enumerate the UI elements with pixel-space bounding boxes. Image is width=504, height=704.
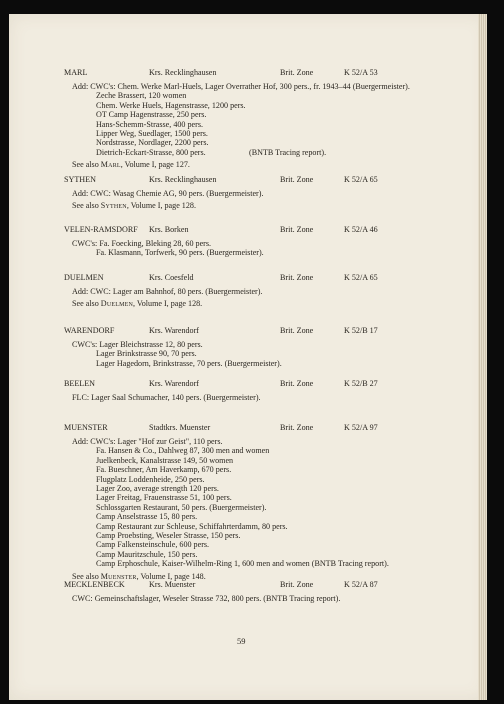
entry-town: DUELMEN xyxy=(64,273,104,282)
page-edge xyxy=(478,14,487,700)
entry-line: Camp Erphoschule, Kaiser-Wilhelm-Ring 1, 600 men and women (BNTB Tracing report). xyxy=(96,559,389,569)
entry-town: MUENSTER xyxy=(64,423,108,432)
see-also-name: Duelmen xyxy=(100,299,134,309)
entry-ref: K 52/B 27 xyxy=(344,379,378,388)
see-also-name: Muenster xyxy=(100,571,137,581)
entry-line: Camp Restaurant zur Schleuse, Schiffahrterdamm, 80 pers. xyxy=(96,521,288,531)
entry-town: WARENDORF xyxy=(64,326,115,335)
see-also-prefix: See also xyxy=(72,571,99,581)
see-also xyxy=(72,160,190,170)
entry-line: Lager Hagedorn, Brinkstrasse, 70 pers. (Buergermeister). xyxy=(96,358,282,368)
see-also-prefix: See also xyxy=(72,160,99,170)
entry-zone: Brit. Zone xyxy=(280,379,314,388)
entry-line: Fa. Bueschner, Am Haverkamp, 670 pers. xyxy=(96,465,232,475)
entry-district: Krs. Warendorf xyxy=(149,326,199,335)
entry-town: MARL xyxy=(64,68,88,77)
entry-line: Add: CWC's: Lager "Hof zur Geist", 110 pers. xyxy=(72,437,223,446)
entry-town: MECKLENBECK xyxy=(64,580,125,589)
entry-line: Juelkenbeck, Kanalstrasse 149, 50 women xyxy=(96,455,234,465)
see-also-name: Marl xyxy=(100,160,121,170)
entry-line: OT Camp Hagenstrasse, 250 pers. xyxy=(96,110,207,120)
entry-zone: Brit. Zone xyxy=(280,273,314,282)
entry-line: Add: CWC: Lager am Bahnhof, 80 pers. (Buergermeister). xyxy=(72,287,263,296)
entry-line: Camp Mauritzschule, 150 pers. xyxy=(96,549,198,559)
entry-district: Krs. Recklinghausen xyxy=(149,68,217,77)
entry-ref: K 52/B 17 xyxy=(344,326,378,335)
entry-town: BEELEN xyxy=(64,379,96,388)
entry-district: Krs. Coesfeld xyxy=(149,273,194,282)
entry-line: Nordstrasse, Nordlager, 2200 pers. xyxy=(96,138,209,148)
entry-district: Krs. Borken xyxy=(149,225,189,234)
entry-district: Krs. Recklinghausen xyxy=(149,175,217,184)
entry-line: Flugplatz Loddenheide, 250 pers. xyxy=(96,474,205,484)
entry-town: SYTHEN xyxy=(64,175,96,184)
entry-line: Camp Proebsting, Weseler Strasse, 150 pers. xyxy=(96,531,241,540)
entry-line: Lipper Weg, Suedlager, 1500 pers. xyxy=(96,129,208,138)
see-also-suffix: , Volume I, page 148. xyxy=(136,571,206,581)
entry-town: VELEN-RAMSDORF xyxy=(64,225,138,234)
entry-note: (BNTB Tracing report). xyxy=(249,147,327,157)
entry-zone: Brit. Zone xyxy=(280,68,314,77)
entry-line: Add: CWC's: Chem. Werke Marl-Huels, Lager Overrather Hof, 300 pers., fr. 1943–44 (Buergermeister). xyxy=(72,82,410,91)
entry-line: Fa. Hansen & Co., Dahlweg 87, 300 men and women xyxy=(96,446,270,456)
entry-line: Lager Brinkstrasse 90, 70 pers. xyxy=(96,349,197,359)
page-number: 59 xyxy=(237,636,246,646)
entry-line: Add: CWC: Wasag Chemie AG, 90 pers. (Buergermeister). xyxy=(72,189,264,198)
entry-district: Krs. Warendorf xyxy=(149,379,199,388)
see-also xyxy=(72,299,202,309)
entry-zone: Brit. Zone xyxy=(280,423,314,432)
entry-ref: K 52/A 53 xyxy=(344,68,378,77)
entry-district: Stadtkrs. Muenster xyxy=(149,423,211,432)
entry-line: Lager Freitag, Frauenstrasse 51, 100 pers. xyxy=(96,493,232,503)
entry-line: Schlossgarten Restaurant, 50 pers. (Buergermeister). xyxy=(96,502,267,512)
entry-line: CWC's: Lager Bleichstrasse 12, 80 pers. xyxy=(72,340,203,349)
see-also-prefix: See also xyxy=(72,201,99,211)
see-also xyxy=(72,201,196,211)
entry-line: Hans-Schemm-Strasse, 400 pers. xyxy=(96,119,203,129)
entry-zone: Brit. Zone xyxy=(280,326,314,335)
entry-line: CWC's: Fa. Foecking, Bleking 28, 60 pers. xyxy=(72,239,212,248)
book-page xyxy=(9,14,487,700)
entry-line: Zeche Brassert, 120 women xyxy=(96,91,187,101)
entry-ref: K 52/A 65 xyxy=(344,273,378,282)
entry-line: Lager Zoo, average strength 120 pers. xyxy=(96,484,219,493)
see-also-prefix: See also xyxy=(72,299,99,309)
entry-line: Chem. Werke Huels, Hagenstrasse, 1200 pers. xyxy=(96,100,246,110)
entry-line: Camp Falkensteinschule, 600 pers. xyxy=(96,540,210,550)
entry-line: CWC: Gemeinschaftslager, Weseler Strasse 732, 800 pers. (BNTB Tracing report). xyxy=(72,594,341,603)
entry-district: Krs. Muenster xyxy=(149,580,196,589)
see-also-suffix: , Volume I, page 128. xyxy=(133,299,203,309)
entry-ref: K 52/A 97 xyxy=(344,423,378,432)
entry-line: Fa. Klasmann, Torfwerk, 90 pers. (Buergermeister). xyxy=(96,248,264,258)
entry-line: FLC: Lager Saal Schumacher, 140 pers. (Buergermeister). xyxy=(72,393,261,402)
see-also-suffix: , Volume I, page 127. xyxy=(120,160,190,170)
entry-zone: Brit. Zone xyxy=(280,225,314,234)
see-also-name: Sythen xyxy=(100,201,127,211)
entry-zone: Brit. Zone xyxy=(280,580,314,589)
entry-ref: K 52/A 87 xyxy=(344,580,378,589)
entry-zone: Brit. Zone xyxy=(280,175,314,184)
entry-line: Camp Anselstrasse 15, 80 pers. xyxy=(96,512,198,522)
entry-line: Dietrich-Eckart-Strasse, 800 pers. xyxy=(96,147,206,157)
see-also-suffix: , Volume I, page 128. xyxy=(126,201,196,211)
entry-ref: K 52/A 65 xyxy=(344,175,378,184)
entry-ref: K 52/A 46 xyxy=(344,225,378,234)
